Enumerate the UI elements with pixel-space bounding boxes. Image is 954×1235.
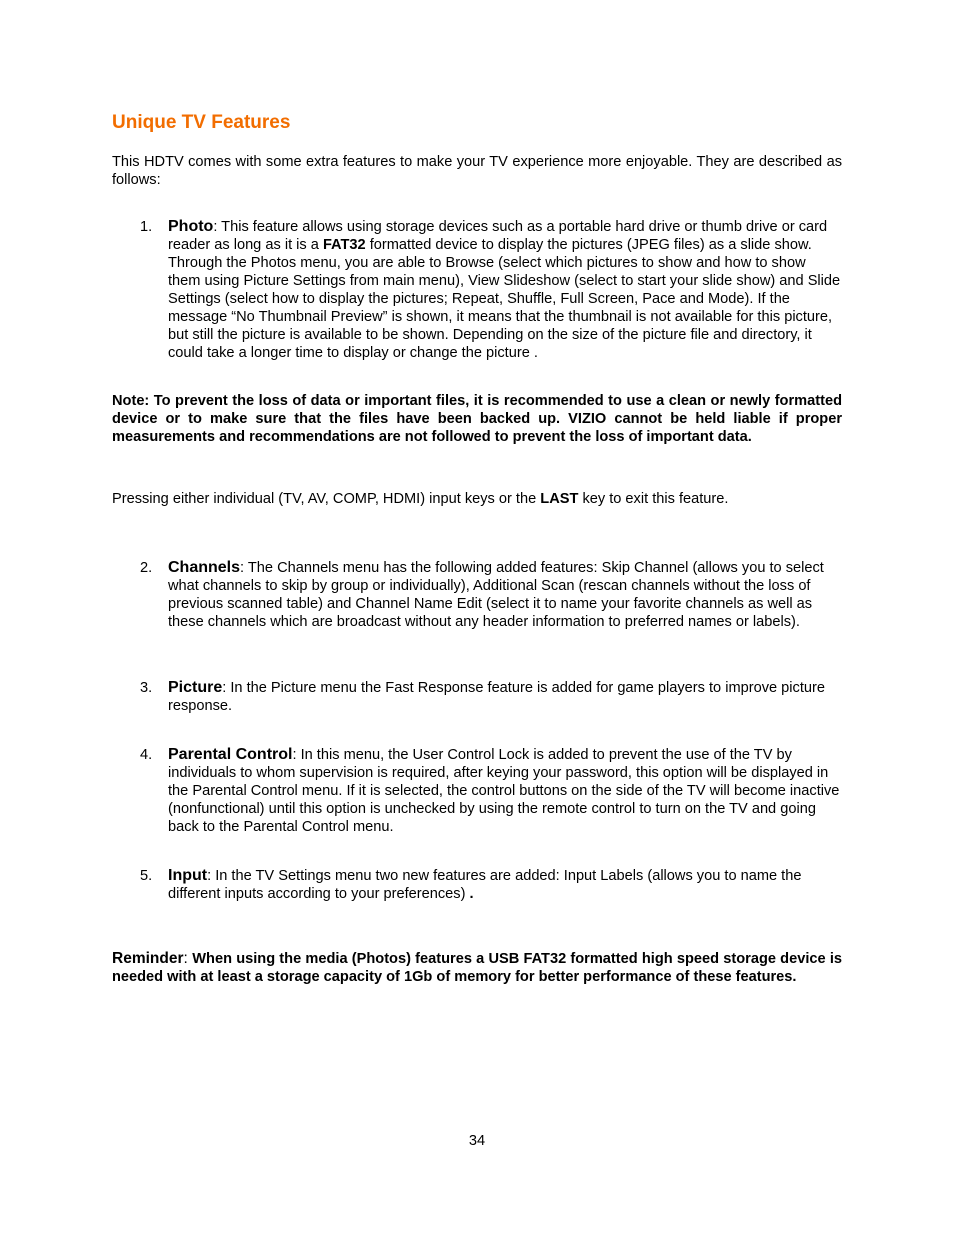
reminder-paragraph <box>112 950 842 986</box>
list-item-parental-control <box>140 746 842 836</box>
list-item-photo <box>140 218 842 362</box>
last-key-label: LAST <box>540 491 579 507</box>
term-channels: Channels <box>168 559 241 576</box>
fat32-emphasis: FAT32 <box>322 237 366 253</box>
reminder-label: Reminder <box>112 950 184 967</box>
list-item-body <box>168 867 842 903</box>
item-text: : In the Picture menu the Fast Response feature is added for game players to improve picture response. <box>168 680 825 714</box>
list-item-picture <box>140 679 842 715</box>
list-item-input <box>140 867 842 903</box>
exit-text: Pressing either individual (TV, AV, COMP, HDMI) input keys or the <box>112 491 541 507</box>
term-parental-control: Parental Control <box>168 746 293 763</box>
item-text-period: . <box>469 886 474 902</box>
list-number: 4. <box>140 747 153 763</box>
list-item-channels <box>140 559 842 631</box>
term-input: Input <box>168 867 208 884</box>
exit-text-end: key to exit this feature. <box>578 491 729 507</box>
intro-paragraph: This HDTV comes with some extra features to make your TV experience more enjoyable. They are described as follows: <box>112 154 842 188</box>
reminder-text: When using the media (Photos) features a USB FAT32 formatted high speed storage device is needed with at least a storage capacity of 1Gb of memory for better performance of these features. <box>112 951 842 985</box>
item-text: : This feature allows using storage devices such as a portable hard drive or thumb drive or card reader as long as it is a <box>168 219 828 253</box>
list-item-body <box>168 679 842 715</box>
term-photo: Photo <box>168 218 214 235</box>
reminder-separator: : <box>183 950 193 967</box>
list-item-body <box>168 559 842 631</box>
term-picture: Picture <box>168 679 223 696</box>
list-number: 3. <box>140 680 153 696</box>
item-text: : In this menu, the User Control Lock is added to prevent the use of the TV by individuals to whom supervision is required, after keying your password, this option will be displayed in the Parental Control menu. If it is selected, the control buttons on the side of the TV will become inactive (nonfunctional) until this option is unchecked by using the remote control to turn on the TV and going back to the Parental Control menu. <box>168 747 840 835</box>
note-paragraph: Note: To prevent the loss of data or important files, it is recommended to use a clean or newly formatted device or to make sure that the files have been backed up. VIZIO cannot be held liable if proper measurements and recommendations are not followed to prevent the loss of important data. <box>112 393 842 445</box>
page-number: 34 <box>468 1133 486 1149</box>
list-number: 2. <box>140 560 153 576</box>
item-text: : The Channels menu has the following added features: Skip Channel (allows you to select what channels to skip by group or individually), Additional Scan (rescan channels without the loss of previous scanned table) and Channel Name Edit (select it to name your favorite channels as well as these channels which are broadcast without any header information to preferred names or labels). <box>168 560 824 630</box>
exit-instruction <box>112 490 842 508</box>
list-number: 1. <box>140 219 153 235</box>
reminder-lead <box>112 950 192 967</box>
list-item-body <box>168 218 842 362</box>
list-number: 5. <box>140 868 153 884</box>
page-title: Unique TV Features <box>112 112 291 133</box>
list-item-body <box>168 746 842 836</box>
item-text: : In the TV Settings menu two new features are added: Input Labels (allows you to name the different inputs according to your preferences) <box>168 868 802 902</box>
item-text-continued: formatted device to display the pictures (JPEG files) as a slide show. Through the Photos menu, you are able to Browse (select which pictures to show and how to show them using Picture Settings from main menu), View Slideshow (select to start your slide show) and Slide Settings (select how to display the pictures; Repeat, Shuffle, Full Screen, Pace and Mode). If the message “No Thumbnail Preview” is shown, it means that the thumbnail is not available for this picture, but still the picture is available to be shown. Depending on the size of the picture file and directory, it could take a longer time to display or change the picture . <box>168 237 841 361</box>
